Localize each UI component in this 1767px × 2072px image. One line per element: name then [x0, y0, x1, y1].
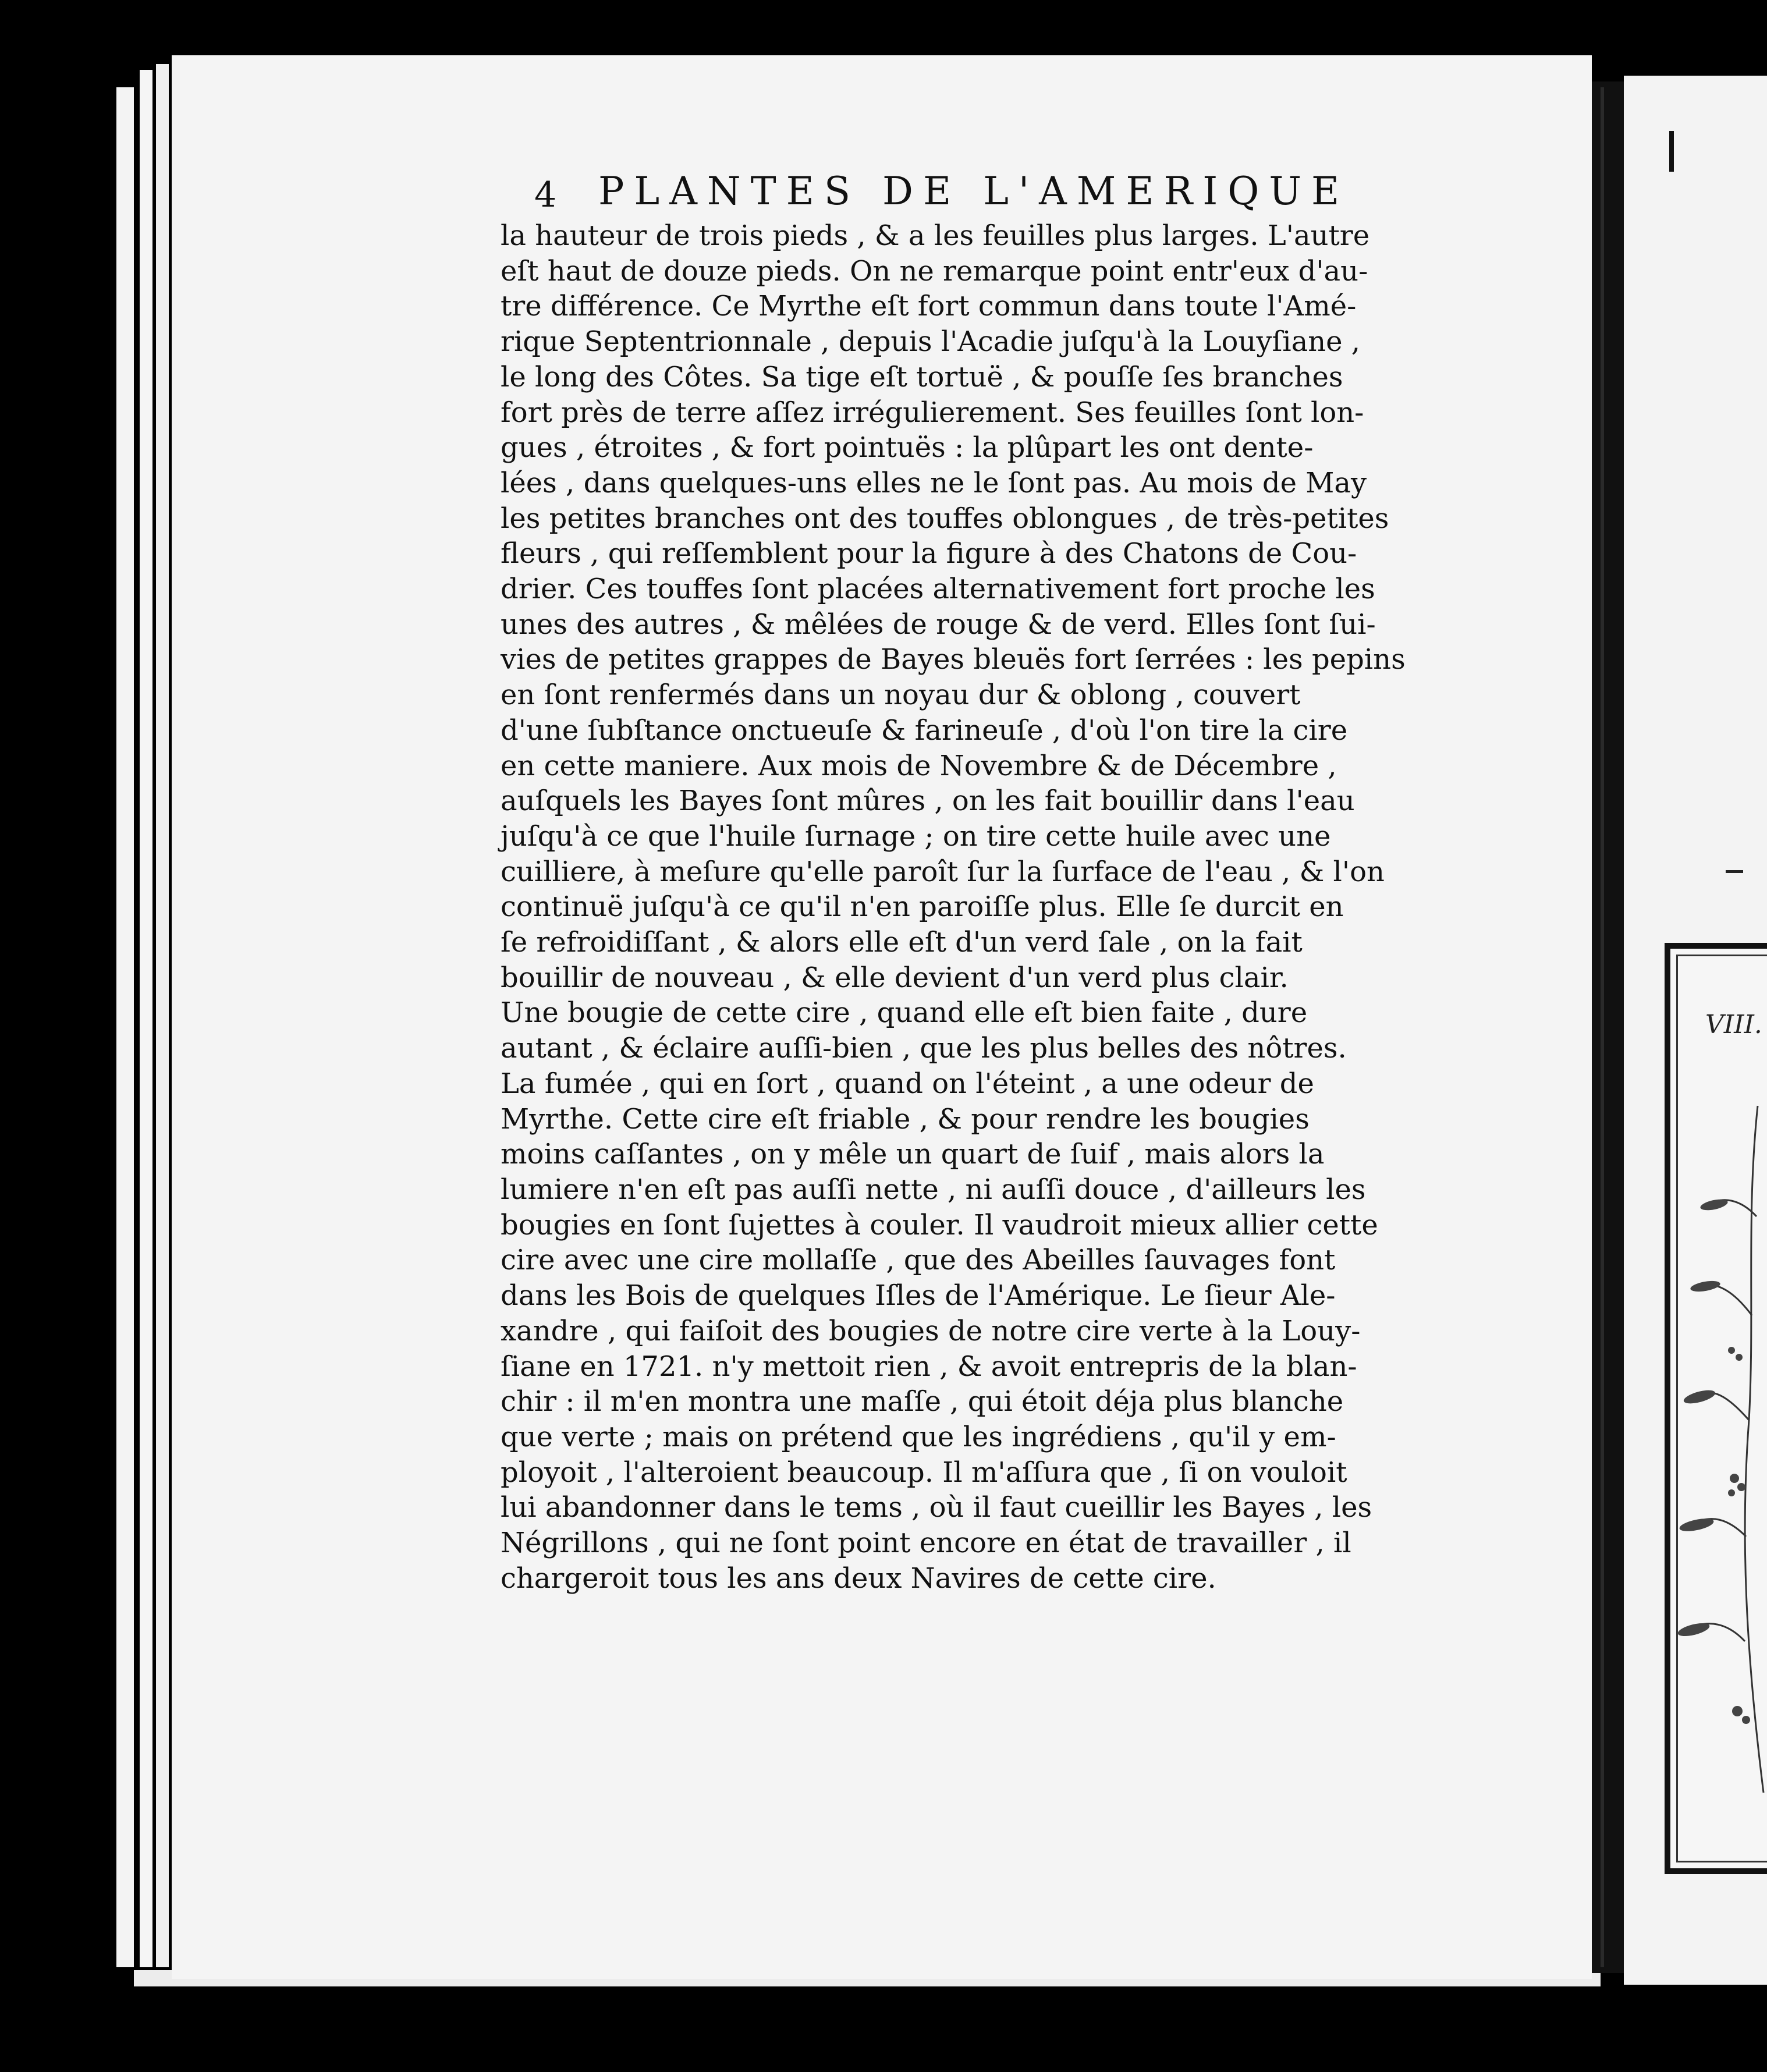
text-line: moins caſſantes , on y mêle un quart de ſuif , mais alors la — [501, 1138, 1325, 1171]
page-edge — [140, 70, 152, 1967]
text-line: rique Septentrionnale , depuis l'Acadie juſqu'à la Louyſiane , — [501, 325, 1361, 359]
text-line: lées , dans quelques-uns elles ne le ſont pas. Au mois de May — [501, 466, 1367, 499]
text-line: dans les Bois de quelques Iſles de l'Amérique. Le ſieur Ale- — [501, 1279, 1336, 1312]
text-line: ſe refroidiſſant , & alors elle eſt d'un verd ſale , on la fait — [501, 926, 1303, 959]
body-text — [501, 218, 1406, 1596]
text-line: d'une ſubſtance onctueuſe & farineuſe , d'où l'on tire la cire — [501, 714, 1348, 747]
text-line: les petites branches ont des touffes oblongues , de très-petites — [501, 502, 1389, 535]
text-line: en cette maniere. Aux mois de Novembre & de Décembre , — [501, 749, 1337, 782]
page-edge — [116, 87, 134, 1967]
book-gutter — [1592, 81, 1624, 1973]
text-line: auſquels les Bayes ſont mûres , on les fait bouillir dans l'eau — [501, 785, 1355, 818]
text-line: eſt haut de douze pieds. On ne remarque point entr'eux d'au- — [501, 254, 1368, 288]
text-line: en ſont renfermés dans un noyau dur & oblong , couvert — [501, 679, 1301, 712]
text-line: cire avec une cire mollaſſe , que des Abeilles ſauvages font — [501, 1244, 1336, 1277]
text-line: chargeroit tous les ans deux Navires de cette cire. — [501, 1562, 1216, 1595]
plate-label: VIII. — [1705, 1010, 1762, 1039]
text-line: La fumée , qui en ſort , quand on l'éteint , a une odeur de — [501, 1067, 1314, 1100]
text-line: tre différence. Ce Myrthe eſt fort commun dans toute l'Amé- — [501, 290, 1357, 323]
text-line: continuë juſqu'à ce qu'il n'en paroiſſe plus. Elle ſe durcit en — [501, 890, 1344, 924]
text-line: xandre , qui faiſoit des bougies de notre cire verte à la Louy- — [501, 1314, 1361, 1347]
text-line: bouillir de nouveau , & elle devient d'un verd plus clair. — [501, 961, 1289, 994]
text-line: juſqu'à ce que l'huile ſurnage ; on tire cette huile avec une — [501, 819, 1331, 853]
text-line: bougies en ſont ſujettes à couler. Il vaudroit mieux allier cette — [501, 1208, 1378, 1241]
text-line: ſiane en 1721. n'y mettoit rien , & avoit entrepris de la blan- — [501, 1350, 1357, 1383]
text-line: vies de petites grappes de Bayes bleuës fort ſerrées : les pepins — [501, 643, 1406, 676]
page-number: 4 — [534, 175, 557, 215]
right-page-mark — [1669, 131, 1674, 172]
text-line: Myrthe. Cette cire eſt friable , & pour rendre les bougies — [501, 1102, 1310, 1136]
text-line: fleurs , qui reſſemblent pour la figure à des Chatons de Cou- — [501, 537, 1357, 570]
text-line: lui abandonner dans le tems , où il faut cueillir les Bayes , les — [501, 1491, 1372, 1524]
running-title: PLANTES DE L'AMERIQUE — [598, 169, 1350, 214]
running-head — [534, 169, 1390, 221]
text-line: chir : il m'en montra une maſſe , qui étoit déja plus blanche — [501, 1385, 1344, 1418]
text-line: Une bougie de cette cire , quand elle eſt bien faite , dure — [501, 996, 1308, 1030]
text-line: fort près de terre aſſez irrégulierement. Ses feuilles ſont lon- — [501, 396, 1364, 429]
text-line: que verte ; mais on prétend que les ingrédiens , qu'il y em- — [501, 1420, 1336, 1453]
text-line: unes des autres , & mêlées de rouge & de verd. Elles ſont ſui- — [501, 608, 1376, 641]
text-line: le long des Côtes. Sa tige eſt tortuë , & pouſſe ſes branches — [501, 360, 1343, 393]
text-line: lumiere n'en eſt pas auſſi nette , ni auſſi douce , d'ailleurs les — [501, 1173, 1366, 1206]
text-line: autant , & éclaire auſſi-bien , que les plus belles des nôtres. — [501, 1032, 1347, 1065]
text-line: gues , étroites , & fort pointuës : la plûpart les ont dente- — [501, 431, 1314, 464]
text-line: cuilliere, à meſure qu'elle paroît ſur la ſurface de l'eau , & l'on — [501, 855, 1385, 888]
botanical-engraving — [1676, 1071, 1767, 1804]
right-page-dash — [1726, 870, 1743, 873]
page-edge — [156, 64, 169, 1967]
text-line: la hauteur de trois pieds , & a les feuilles plus larges. L'autre — [501, 219, 1370, 252]
text-line: ployoit , l'alteroient beaucoup. Il m'aſſura que , ſi on vouloit — [501, 1456, 1347, 1489]
text-line: Négrillons , qui ne ſont point encore en état de travailler , il — [501, 1527, 1351, 1560]
gutter-line — [1601, 87, 1604, 1967]
text-line: drier. Ces touffes ſont placées alternativement fort proche les — [501, 573, 1375, 606]
